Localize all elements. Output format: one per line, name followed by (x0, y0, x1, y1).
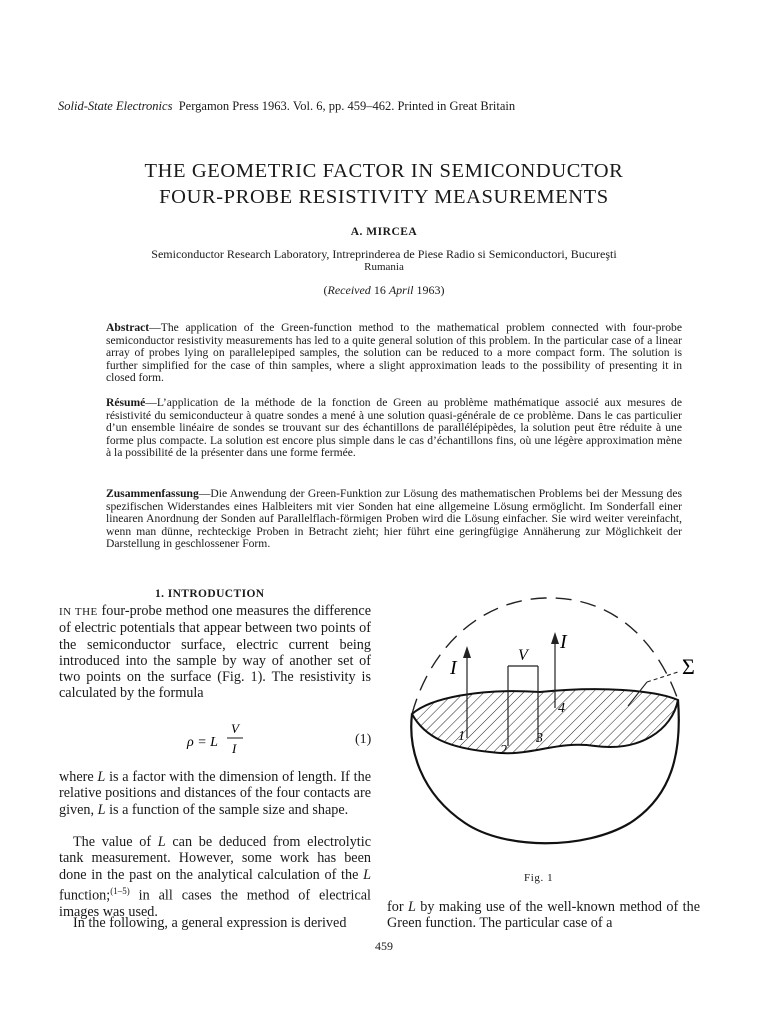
received-date (0, 283, 768, 298)
resume-label: Résumé (106, 396, 146, 409)
figure-caption: Fig. 1 (524, 872, 554, 884)
p2-L: L (97, 769, 106, 785)
equation-number: (1) (355, 732, 372, 747)
journal-header (58, 99, 515, 114)
probe-number-1: 1 (458, 729, 465, 744)
right-b: by making use of the well-known method of the Green function. The particular case of a (387, 899, 700, 932)
equation-lhs: ρ = L (187, 735, 218, 750)
arrow-up-icon (463, 646, 471, 658)
right-L: L (407, 899, 416, 915)
zusammenfassung-label: Zusammenfassung (106, 487, 199, 500)
probe-number-2: 2 (500, 743, 507, 758)
paper-title-line-1: THE GEOMETRIC FACTOR IN SEMICONDUCTOR (144, 160, 624, 182)
label-current-left: I (450, 657, 457, 679)
label-current-right: I (560, 631, 567, 653)
probe-number-3: 3 (536, 731, 543, 746)
right-a: for (387, 899, 408, 915)
received-word: Received (327, 283, 371, 297)
equation-numerator: V (231, 721, 239, 736)
p2-a: where (59, 769, 98, 785)
author-name: A. MIRCEA (350, 226, 418, 238)
sample-cross-section (412, 689, 678, 753)
received-day: 16 (373, 283, 386, 297)
p2-c: is a function of the sample size and shape. (105, 801, 349, 818)
intro-p1: four-probe method one measures the difference of electric potentials that appear between two points of the semiconductor surface, electric current being introduced into the sample by way of another set of two points on the surface (Fig. 1). The resistivity is calculated by the formula (59, 603, 371, 702)
paper-title-line-2: FOUR-PROBE RESISTIVITY MEASUREMENTS (159, 186, 609, 208)
arrow-up-icon (551, 632, 559, 644)
affiliation-line-1: Semiconductor Research Laboratory, Intreprinderea de Piese Radio si Semiconductori, Bucureşti (151, 247, 617, 261)
intro-paragraph-3 (59, 834, 371, 920)
affiliation-line-2: Rumania (364, 261, 404, 273)
probe-number-4: 4 (558, 701, 565, 716)
received-year: 1963) (416, 283, 445, 297)
intro-paragraph-1 (59, 603, 371, 702)
right-column-text (387, 899, 700, 932)
abstract-label: Abstract (106, 321, 150, 334)
zusammenfassung-text: —Die Anwendung der Green-Funktion zur Lösung des mathematischen Problems bei der Messung des spezifischen Widerstandes eines Halbleiters mit vier Sonden hat eine allgemeine Lösung ermöglicht. Im Sonderfall einer linearen Anordnung der Sonden auf Parallelflach-förmigen Proben wird die Lösung einfacher. Sie wird weiter vereinfacht, wenn man dünne, rechteckige Proben in Betracht zieht; hier führt eine geringfügige Annäherung zur Möglichkeit der Darstellung in geschlossener Form. (106, 487, 682, 550)
received-open: ( (323, 283, 328, 297)
section-heading: 1. INTRODUCTION (155, 588, 265, 600)
sigma-leader-dashed (647, 672, 678, 682)
abstract-german (106, 488, 682, 551)
abstract-text: —The application of the Green-function method to the mathematical problem connected with four-probe semiconductor resistivity measurements has led to a quite general solution of this problem. In the particular case of a linear array of probes lying on parallelepiped samples, the solution can be reduced to a more compact form. The solution is further simplified for the case of thin samples, where a slight approximation leads to the possibility of presenting it in closed form. (106, 321, 682, 384)
reference-citation: (1–5) (110, 885, 130, 896)
journal-name: Solid-State Electronics (58, 99, 173, 113)
intro-smallcaps: IN THE (59, 606, 98, 618)
p3-c: function; (59, 887, 111, 904)
journal-details: Pergamon Press 1963. Vol. 6, pp. 459–462. Printed in Great Britain (178, 99, 516, 113)
p2-b: is a factor with the dimension of length. If the relative positions and distances of the four contacts are given, (59, 769, 371, 818)
resume-text: —L’application de la méthode de la fonction de Green au problème mathématique associé aux mesures de résistivité du semiconducteur à quatre sondes a mené à une solution quasi-générale de ce problème. Dans le cas particulier d’un ensemble linéaire de sondes se trouvant sur des échantillons de parallélépipèdes, la solution peut être réduite à une forme plus compacte. La solution est encore plus simple dans le cas d’échantillons fins, où une légère approximation mène à la possibilité de la présenter dans une forme fermée. (106, 396, 682, 459)
received-month: April (388, 283, 414, 297)
p3-L-2: L (363, 866, 371, 883)
p3-L: L (157, 834, 166, 850)
figure-1 (390, 588, 710, 868)
page-number: 459 (375, 939, 393, 953)
intro-paragraph-4: In the following, a general expression is derived (73, 915, 347, 931)
label-voltage: V (518, 647, 528, 664)
equation-denominator: I (232, 741, 237, 756)
p2-L-2: L (97, 801, 106, 818)
abstract-english (106, 322, 682, 385)
label-surface-sigma: Σ (682, 654, 695, 679)
intro-paragraph-2 (59, 769, 371, 818)
equation-1 (185, 720, 295, 756)
p3-b: can be deduced from electrolytic tank measurement. However, some work has been done in the past on the analytical calculation of the (59, 834, 371, 883)
p3-a: The value of (73, 834, 158, 850)
p3-d: in all cases the method of electrical images was used. (59, 887, 371, 920)
abstract-french (106, 397, 682, 460)
